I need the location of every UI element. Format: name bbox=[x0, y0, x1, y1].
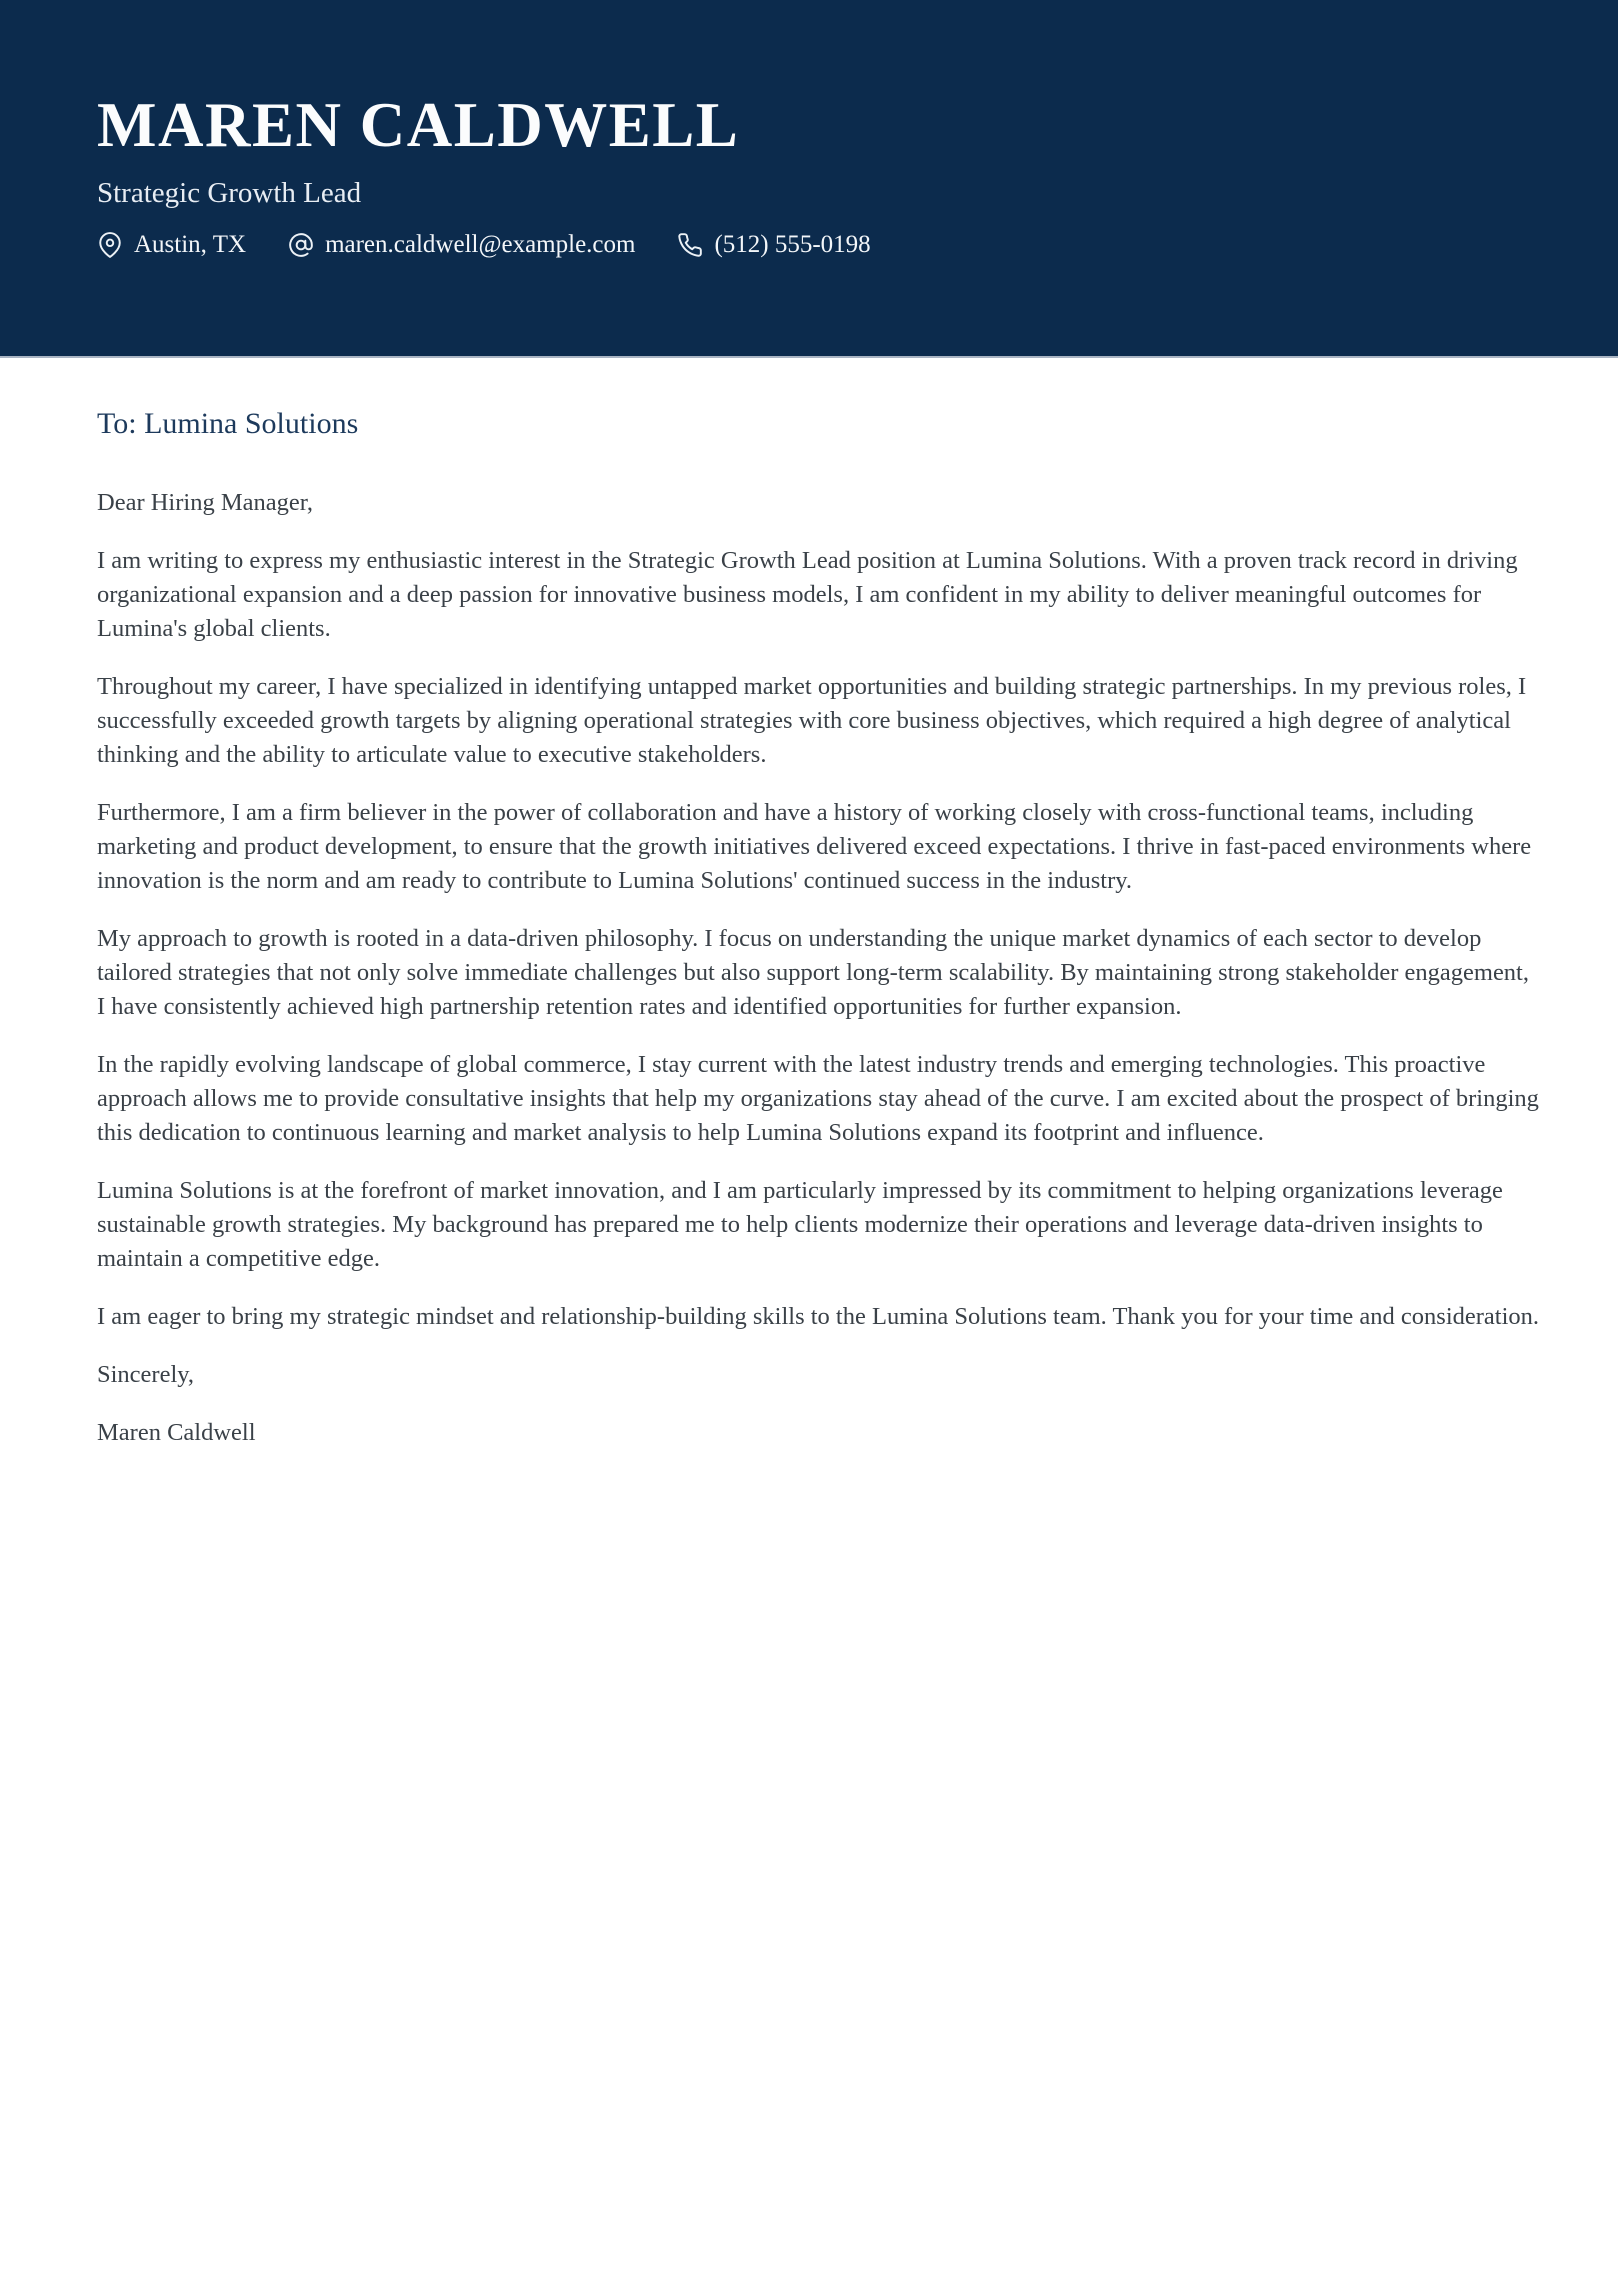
contact-email bbox=[288, 231, 635, 259]
contact-phone-text: (512) 555-0198 bbox=[714, 230, 871, 258]
letter-paragraph-6: Lumina Solutions is at the forefront of market innovation, and I am particularly impressed by its commitment to helping organizations leverage sustainable growth strategies. My background has prepared me to help clients modernize their operations and leverage data-driven insights to maintain a competitive edge. bbox=[97, 1177, 1503, 1272]
candidate-job-title: Strategic Growth Lead bbox=[97, 177, 362, 209]
letter-paragraph-3: Furthermore, I am a firm believer in the power of collaboration and have a history of working closely with cross-functional teams, including marketing and product development, to ensure that the growth initiatives delivered exceed expectations. I thrive in fast-paced environments where innovation is the norm and am ready to contribute to Lumina Solutions' continued success in the industry. bbox=[97, 799, 1532, 894]
letter-paragraph-2: Throughout my career, I have specialized in identifying untapped market opportunities and building strategic partnerships. In my previous roles, I successfully exceeded growth targets by aligning operational strategies with core business objectives, which required a high degree of analytical thinking and the ability to articulate value to executive stakeholders. bbox=[97, 673, 1527, 768]
location-pin-icon bbox=[97, 232, 123, 258]
contact-location bbox=[97, 231, 246, 259]
letter-paragraph-5: In the rapidly evolving landscape of global commerce, I stay current with the latest industry trends and emerging technologies. This proactive approach allows me to provide consultative insights that help my organizations stay ahead of the curve. I am excited about the prospect of bringing this dedication to continuous learning and market analysis to help Lumina Solutions expand its footprint and influence. bbox=[97, 1051, 1539, 1146]
contact-row bbox=[97, 231, 1538, 259]
letter-body bbox=[0, 358, 1618, 1450]
contact-location-text: Austin, TX bbox=[134, 230, 247, 258]
letter-paragraph-4: My approach to growth is rooted in a data-driven philosophy. I focus on understanding the unique market dynamics of each sector to develop tailored strategies that not only solve immediate challenges but also support long-term scalability. By maintaining strong stakeholder engagement, I have consistently achieved high partnership retention rates and identified opportunities for further expansion. bbox=[97, 925, 1529, 1020]
phone-icon bbox=[677, 232, 703, 258]
signature-name: Maren Caldwell bbox=[97, 1419, 256, 1446]
closing-line: Sincerely, bbox=[97, 1361, 195, 1388]
at-sign-icon bbox=[288, 232, 314, 258]
candidate-name: MAREN CALDWELL bbox=[97, 90, 740, 160]
recipient-line: To: Lumina Solutions bbox=[97, 407, 359, 440]
letter-masthead bbox=[0, 0, 1618, 358]
contact-phone bbox=[677, 231, 870, 259]
greeting: Dear Hiring Manager, bbox=[97, 489, 314, 516]
letter-paragraph-7: I am eager to bring my strategic mindset and relationship-building skills to the Lumina Solutions team. Thank you for your time and consideration. bbox=[97, 1303, 1540, 1330]
contact-email-text: maren.caldwell@example.com bbox=[325, 230, 636, 258]
letter-paragraph-1: I am writing to express my enthusiastic interest in the Strategic Growth Lead position at Lumina Solutions. With a proven track record in driving organizational expansion and a deep passion for innovative business models, I am confident in my ability to deliver meaningful outcomes for Lumina's global clients. bbox=[97, 547, 1518, 642]
